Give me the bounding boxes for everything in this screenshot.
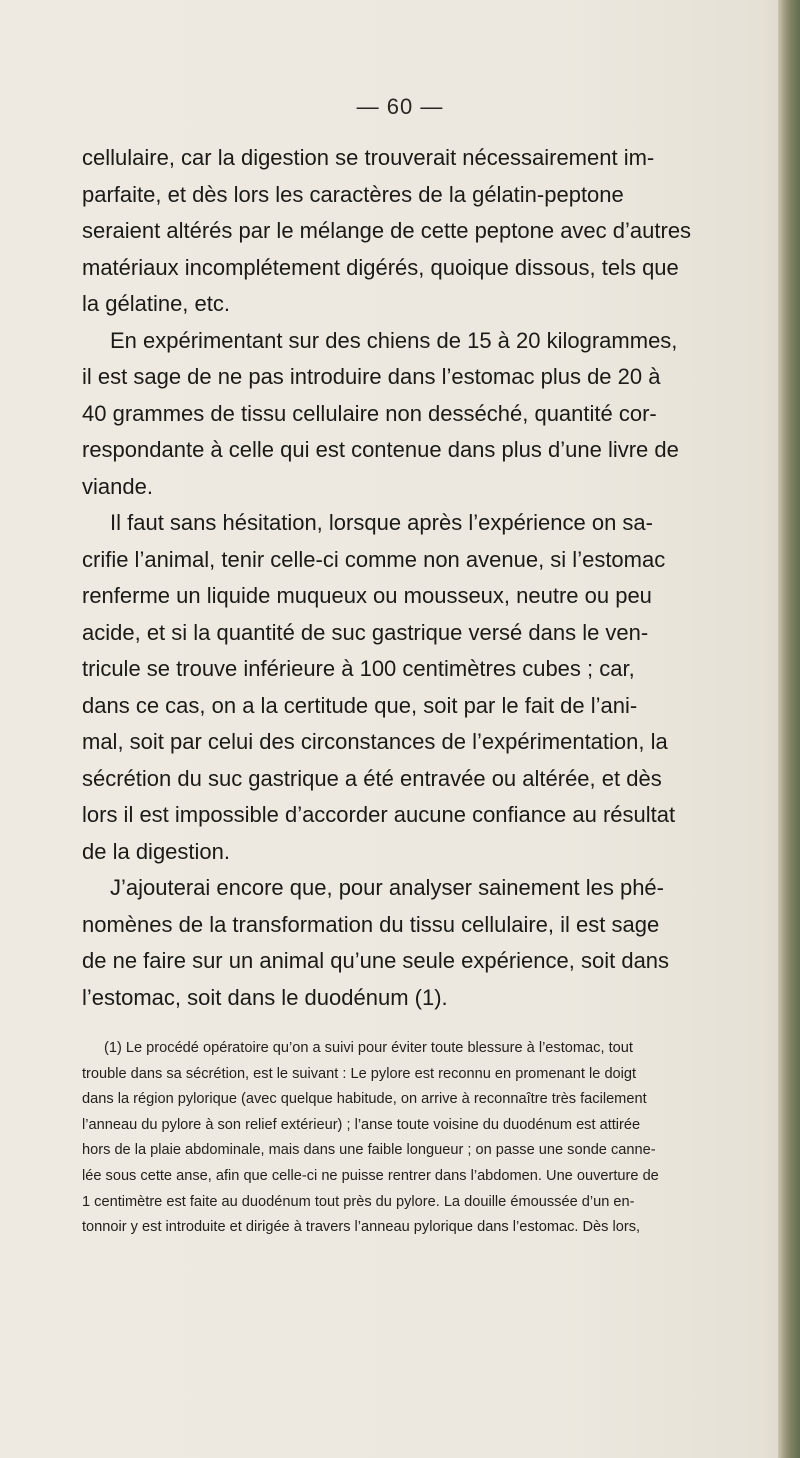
text-line: de la digestion. bbox=[82, 838, 230, 864]
text-line: tricule se trouve inférieure à 100 centimètres cubes ; car, bbox=[82, 656, 635, 681]
text-line: renferme un liquide muqueux ou mousseux, neutre ou peu bbox=[82, 583, 652, 608]
footnote-line: dans la région pylorique (avec quelque habitude, on arrive à reconnaître très facilement bbox=[82, 1091, 647, 1108]
text-line: il est sage de ne pas introduire dans l’estomac plus de 20 à bbox=[82, 364, 661, 389]
text-line: sécrétion du suc gastrique a été entravée ou altérée, et dès bbox=[82, 765, 662, 791]
text-line: acide, et si la quantité de suc gastrique versé dans le ven- bbox=[82, 619, 649, 645]
text-line: En expérimentant sur des chiens de 15 à 20 kilogrammes, bbox=[110, 327, 678, 353]
paragraph-3 bbox=[82, 505, 738, 870]
text-line: l’estomac, soit dans le duodénum (1). bbox=[82, 984, 448, 1010]
text-line: lors il est impossible d’accorder aucune confiance au résultat bbox=[82, 802, 676, 827]
paragraph-4 bbox=[82, 870, 738, 1016]
footnote-line: 1 centimètre est faite au duodénum tout près du pylore. La douille émoussée d’un en- bbox=[82, 1193, 635, 1210]
text-line: matériaux incomplétement digérés, quoique dissous, tels que bbox=[82, 254, 679, 280]
footnote bbox=[82, 1036, 738, 1241]
page-number: — 60 — bbox=[356, 94, 444, 119]
text-line: parfaite, et dès lors les caractères de la gélatin-peptone bbox=[82, 181, 624, 207]
footnote-line: l’anneau du pylore à son relief extérieur) ; l’anse toute voisine du duodénum est attirée bbox=[82, 1116, 641, 1133]
paragraph-2 bbox=[82, 323, 738, 506]
text-line: respondante à celle qui est contenue dans plus d’une livre de bbox=[82, 437, 679, 462]
text-line: cellulaire, car la digestion se trouverait nécessairement im- bbox=[82, 145, 655, 170]
text-line: 40 grammes de tissu cellulaire non desséché, quantité cor- bbox=[82, 400, 657, 426]
footnote-line: tonnoir y est introduite et dirigée à travers l’anneau pylorique dans l’estomac. Dès lors, bbox=[82, 1219, 641, 1236]
text-line: la gélatine, etc. bbox=[82, 291, 230, 316]
main-text bbox=[82, 140, 738, 1016]
text-line: mal, soit par celui des circonstances de l’expérimentation, la bbox=[82, 729, 668, 754]
text-line: crifie l’animal, tenir celle-ci comme non avenue, si l’estomac bbox=[82, 546, 666, 572]
footnote-line: trouble dans sa sécrétion, est le suivant : Le pylore est reconnu en promenant le doigt bbox=[82, 1065, 637, 1082]
text-line: de ne faire sur un animal qu’une seule expérience, soit dans bbox=[82, 948, 670, 973]
footnote-line: (1) Le procédé opératoire qu’on a suivi pour éviter toute blessure à l’estomac, tout bbox=[104, 1040, 633, 1056]
footnote-line: lée sous cette anse, afin que celle-ci ne puisse rentrer dans l’abdomen. Une ouverture de bbox=[82, 1167, 659, 1184]
text-line: viande. bbox=[82, 473, 153, 499]
text-line: Il faut sans hésitation, lorsque après l’expérience on sa- bbox=[110, 510, 653, 535]
text-line: dans ce cas, on a la certitude que, soit par le fait de l’ani- bbox=[82, 692, 638, 718]
text-line: J’ajouterai encore que, pour analyser sainement les phé- bbox=[110, 875, 664, 900]
paragraph-1 bbox=[82, 140, 738, 323]
text-line: nomènes de la transformation du tissu cellulaire, il est sage bbox=[82, 911, 660, 937]
footnote-line: hors de la plaie abdominale, mais dans une faible longueur ; on passe une sonde canne- bbox=[82, 1142, 656, 1159]
page-edge-shadow bbox=[778, 0, 800, 1458]
text-line: seraient altérés par le mélange de cette peptone avec d’autres bbox=[82, 218, 692, 243]
